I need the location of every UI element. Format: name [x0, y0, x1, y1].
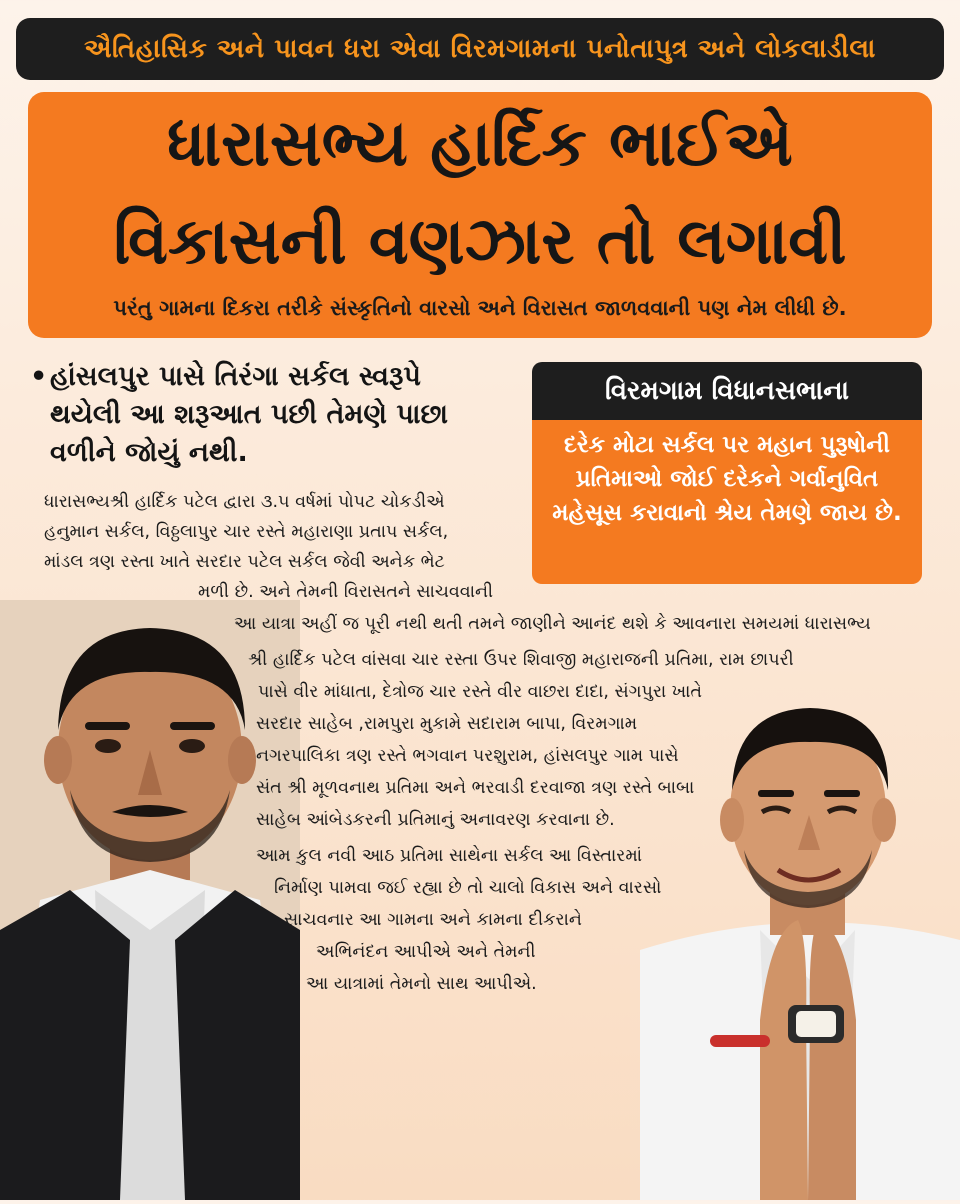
- side-heading-text: વિરમગામ વિધાનસભાના: [604, 375, 849, 406]
- bullet-point: [30, 358, 500, 472]
- portrait-left-icon: [0, 600, 300, 1200]
- body-line: નગરપાલિકા ત્રણ રસ્તે ભગવાન પરશુરામ, હાંસલપુર ગામ પાસે: [256, 746, 679, 766]
- body-line: માંડલ ત્રણ રસ્તા ખાતે સરદાર પટેલ સર્કલ જેવી અનેક ભેટ: [44, 552, 445, 572]
- side-callout-body: દરેક મોટા સર્કલ પર મહાન પુરૂષોની પ્રતિમાઓ જોઈ દરેકને ગર્વાનુવિત મહેસૂસ કરાવાનો શ્રેય તેમણે જાય છે.: [532, 420, 922, 584]
- body-line: આમ કુલ નવી આઠ પ્રતિમા સાથેના સર્કલ આ વિસ્તારમાં: [256, 846, 642, 866]
- body-line: મળી છે. અને તેમની વિરાસતને સાચવવાની: [198, 582, 494, 602]
- body-line: અભિનંદન આપીએ અને તેમની: [316, 942, 536, 962]
- bullet-text: હાંસલપુર પાસે તિરંગા સર્કલ સ્વરૂપે થયેલી આ શરૂઆત પછી તેમણે પાછા વળીને જોયું નથી.: [50, 361, 448, 468]
- body-line: આ યાત્રા અહીં જ પૂરી નથી થતી તમને જાણીને આનંદ થશે કે આવનારા સમયમાં ધારાસભ્ય: [234, 614, 871, 634]
- top-banner: [16, 18, 944, 80]
- photo-right-portrait: [640, 690, 960, 1200]
- body-line: શ્રી હાર્દિક પટેલ વાંસવા ચાર રસ્તા ઉપર શિવાજી મહારાજની પ્રતિમા, રામ છાપરી: [248, 650, 794, 670]
- portrait-right-icon: [640, 690, 960, 1200]
- body-line: આ યાત્રામાં તેમનો સાથ આપીએ.: [306, 974, 537, 994]
- body-line: સરદાર સાહેબ ,રામપુરા મુકામે સદારામ બાપા, વિરમગામ: [256, 714, 638, 734]
- body-line: હનુમાન સર્કલ, વિઠ્ઠલાપુર ચાર રસ્તે મહારાણા પ્રતાપ સર્કલ,: [44, 522, 449, 542]
- top-banner-text: ઐતિહાસિક અને પાવન ધરા એવા વિરમગામના પનોતાપુત્ર અને લોકલાડીલા: [84, 33, 876, 64]
- body-line: પાસે વીર માંધાતા, દેત્રોજ ચાર રસ્તે વીર વાછરા દાદા, સંગપુરા ખાતે: [258, 682, 703, 702]
- body-line: ધારાસભ્યશ્રી હાર્દિક પટેલ દ્વારા ૩.૫ વર્ષમાં પોપટ ચોકડીએ: [44, 492, 445, 512]
- body-line: નિર્માણ પામવા જઈ રહ્યા છે તો ચાલો વિકાસ અને વારસો: [274, 878, 662, 898]
- body-line: સંત શ્રી મૂળવનાથ પ્રતિમા અને ભરવાડી દરવાજા ત્રણ રસ્તે બાબા: [256, 778, 695, 798]
- side-callout: [532, 362, 922, 584]
- hero-subtitle: પરંતુ ગામના દિકરા તરીકે સંસ્કૃતિનો વારસો અને વિરાસત જાળવવાની પણ નેમ લીધી છે.: [113, 296, 847, 320]
- photo-left-portrait: [0, 600, 300, 1200]
- hero-title-line-2: વિકાસની વણઝાર તો લગાવી: [113, 205, 847, 279]
- body-line: સાહેબ આંબેડકરની પ્રતિમાનું અનાવરણ કરવાના છે.: [256, 810, 615, 830]
- side-callout-heading: [532, 362, 922, 420]
- body-line: સાચવનાર આ ગામના અને કામના દીકરાને: [284, 910, 582, 930]
- hero-title-line-1: ધારાસભ્ય હાર્દિક ભાઈએ: [167, 107, 793, 181]
- bullet-marker: •: [30, 361, 48, 392]
